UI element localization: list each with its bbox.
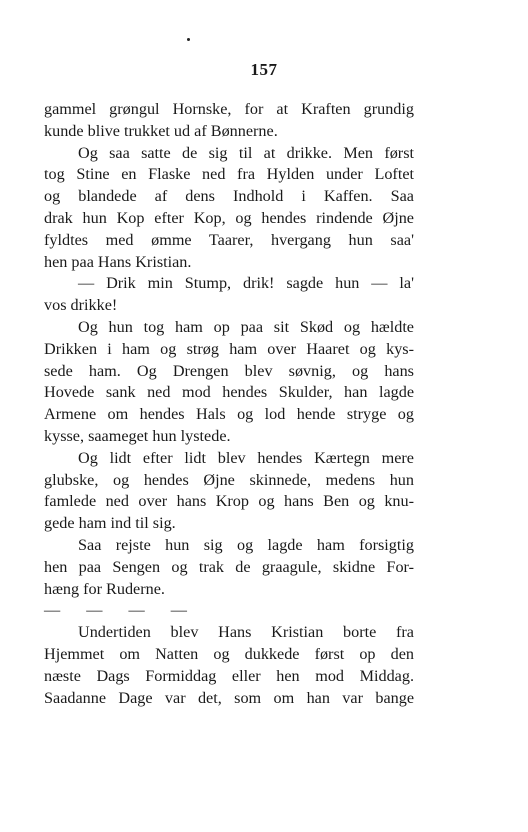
page-number: 157: [250, 60, 278, 79]
text-line: og blandede af dens Indhold i Kaffen. Saa: [44, 187, 414, 206]
text-line: Og lidt efter lidt blev hendes Kærtegn mere: [78, 448, 414, 467]
text-line: næste Dags Formiddag eller hen mod Middag.: [44, 666, 414, 685]
text-line: famlede ned over hans Krop og hans Ben og knu-: [44, 492, 414, 511]
text-line: Hjemmet om Natten og dukkede først op den: [44, 644, 414, 663]
text-line: Drikken i ham og strøg ham over Haaret og kys-: [44, 339, 414, 358]
text-line: Og saa satte de sig til at drikke. Men først: [78, 143, 414, 162]
text-line: Armene om hendes Hals og lod hende stryge og: [44, 405, 414, 424]
text-line: glubske, og hendes Øjne skinnede, medens hun: [44, 470, 414, 489]
print-speck: [187, 38, 190, 41]
text-line: fyldtes med ømme Taarer, hvergang hun saa': [44, 230, 414, 249]
text-line: tog Stine en Flaske ned fra Hylden under Loftet: [44, 165, 414, 184]
text-line: Og hun tog ham op paa sit Skød og hældte: [78, 317, 414, 336]
text-line: sede ham. Og Drengen blev søvnig, og hans: [44, 361, 414, 380]
text-line: Undertiden blev Hans Kristian borte fra: [78, 623, 414, 642]
text-line: hen paa Hans Kristian.: [44, 252, 192, 271]
section-break: — — — —: [44, 601, 187, 620]
text-line: — Drik min Stump, drik! sagde hun — la': [78, 274, 414, 293]
text-line: hæng for Ruderne.: [44, 579, 165, 598]
text-line: vos drikke!: [44, 296, 118, 315]
text-line: Saadanne Dage var det, som om han var bange: [44, 688, 414, 707]
text-line: gede ham ind til sig.: [44, 514, 176, 533]
text-line: kysse, saameget hun lystede.: [44, 426, 231, 445]
text-line: kunde blive trukket ud af Bønnerne.: [44, 121, 278, 140]
text-line: hen paa Sengen og trak de graagule, skidne For-: [44, 557, 414, 576]
text-line: drak hun Kop efter Kop, og hendes rindende Øjne: [44, 208, 414, 227]
text-line: Saa rejste hun sig og lagde ham forsigtig: [78, 535, 414, 554]
text-line: gammel grøngul Hornske, for at Kraften grundig: [44, 100, 414, 118]
text-line: Hovede sank ned mod hendes Skulder, han lagde: [44, 383, 414, 402]
body-text: [44, 99, 414, 709]
